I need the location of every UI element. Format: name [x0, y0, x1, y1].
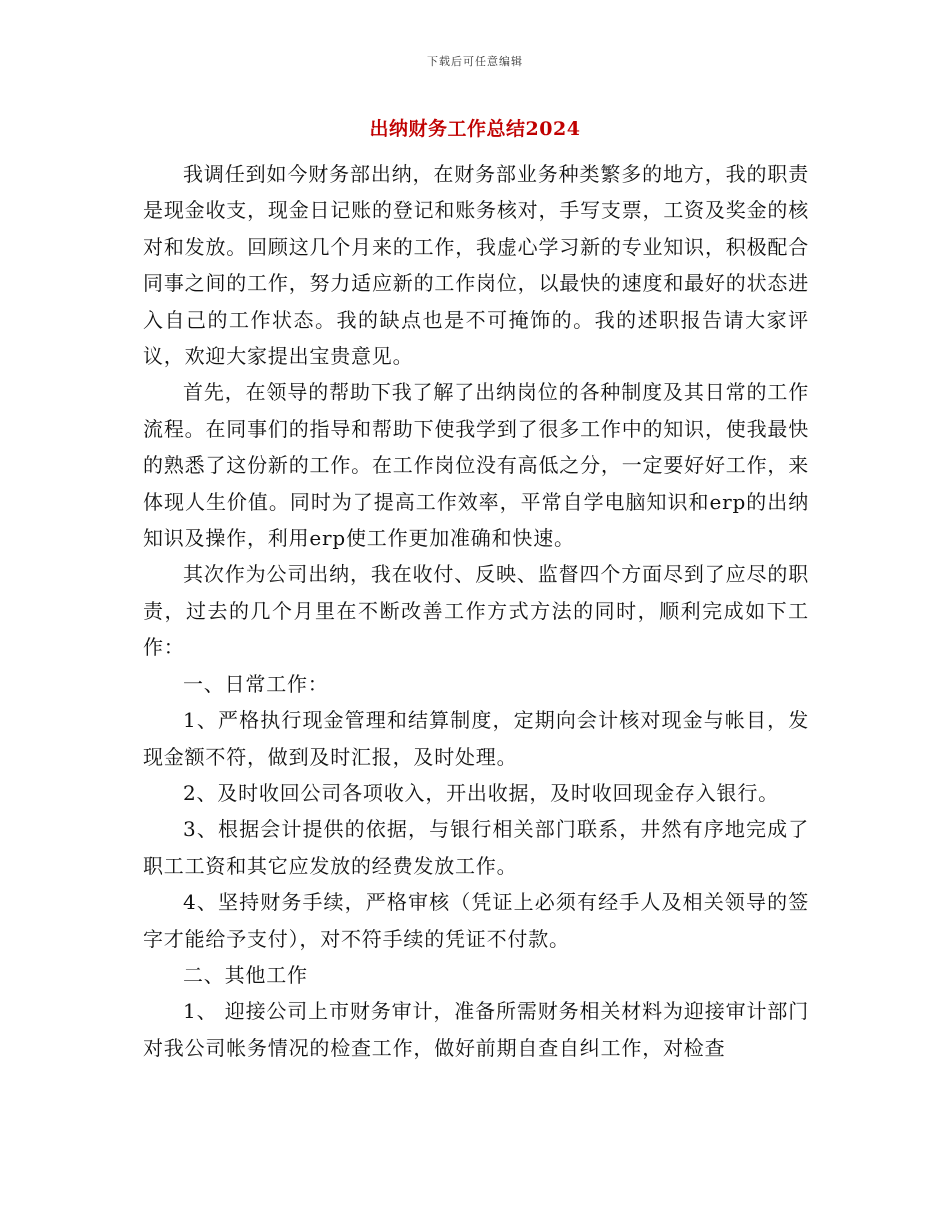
list-item: 4、坚持财务手续，严格审核（凭证上必须有经手人及相关领导的签字才能给予支付），对不符手续的凭证不付款。 — [143, 890, 809, 951]
list-item: 3、根据会计提供的依据，与银行相关部门联系，井然有序地完成了职工工资和其它应发放的经费发放工作。 — [143, 817, 809, 878]
section-heading-daily-work: 一、日常工作： — [183, 671, 329, 696]
paragraph-intro: 我调任到如今财务部出纳，在财务部业务种类繁多的地方，我的职责是现金收支，现金日记账的登记和账务核对，手写支票，工资及奖金的核对和发放。回顾这几个月来的工作，我虚心学习新的专业知识，积极配合同事之间的工作，努力适应新的工作岗位，以最快的速度和最好的状态进入自己的工作状态。我的缺点也是不可掩饰的。我的述职报告请大家评议，欢迎大家提出宝贵意见。 — [143, 162, 809, 369]
section-heading-other-work: 二、其他工作 — [183, 962, 308, 987]
document-title: 出纳财务工作总结2024 — [369, 118, 581, 140]
paragraph-second: 其次作为公司出纳，我在收付、反映、监督四个方面尽到了应尽的职责，过去的几个月里在不断改善工作方式方法的同时，顺利完成如下工作： — [143, 562, 809, 660]
header-note: 下载后可任意编辑 — [427, 55, 523, 68]
list-item: 1、严格执行现金管理和结算制度，定期向会计核对现金与帐目，发现金额不符，做到及时汇报，及时处理。 — [143, 708, 809, 769]
document-body — [143, 156, 809, 1066]
paragraph-first: 首先，在领导的帮助下我了解了出纳岗位的各种制度及其日常的工作流程。在同事们的指导和帮助下使我学到了很多工作中的知识，使我最快的熟悉了这份新的工作。在工作岗位没有高低之分，一定要好好工作，来体现人生价值。同时为了提高工作效率，平常自学电脑知识和erp的出纳知识及操作，利用erp使工作更加准确和快速。 — [143, 380, 809, 551]
list-item: 2、及时收回公司各项收入，开出收据，及时收回现金存入银行。 — [183, 780, 779, 805]
list-item: 1、 迎接公司上市财务审计，准备所需财务相关材料为迎接审计部门对我公司帐务情况的检查工作，做好前期自查自纠工作，对检查 — [143, 999, 809, 1060]
